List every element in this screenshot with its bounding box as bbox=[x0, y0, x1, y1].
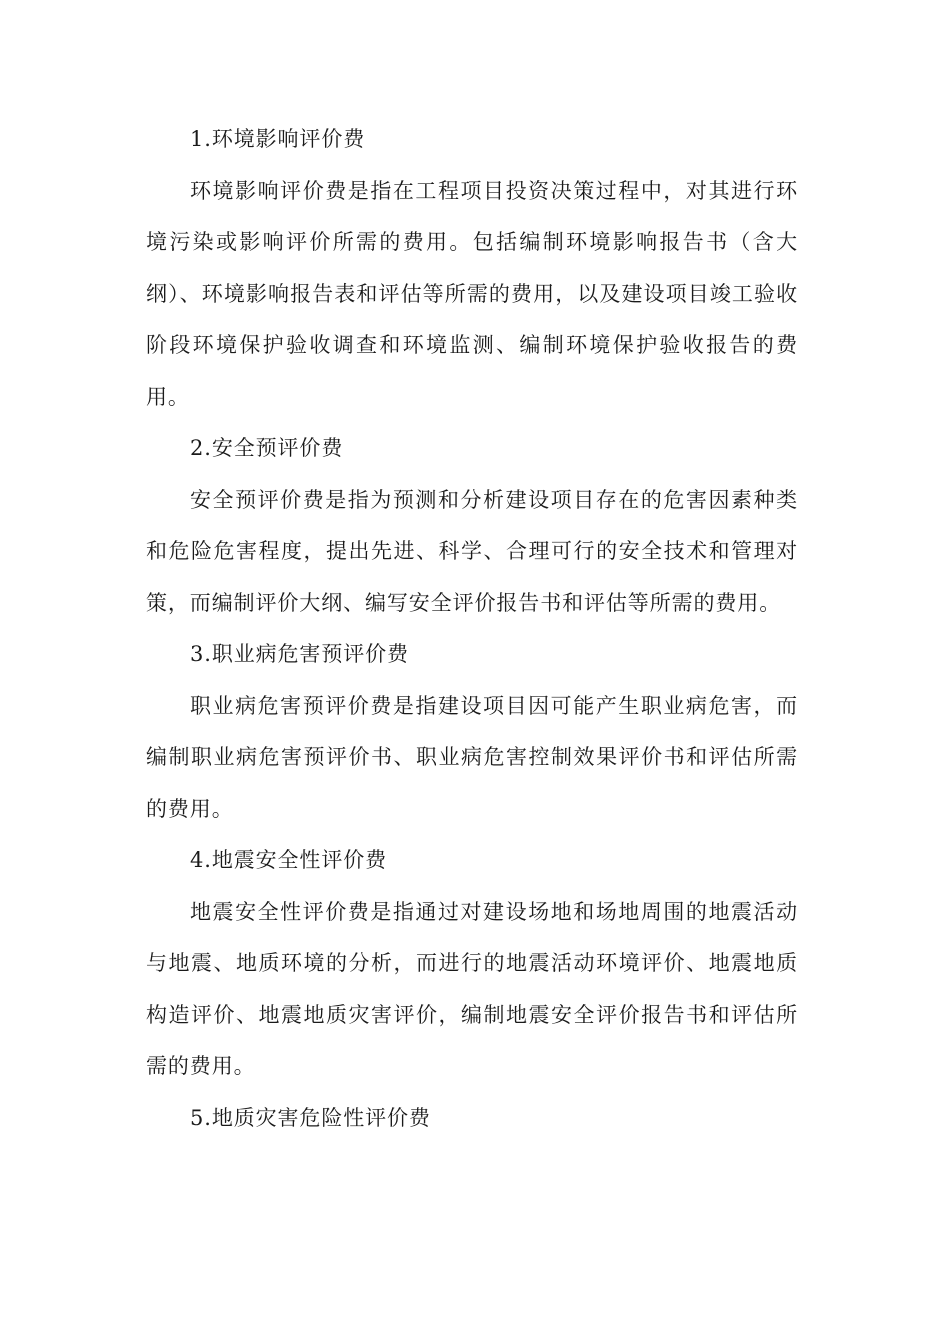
section-heading: 5.地质灾害危险性评价费 bbox=[190, 1105, 431, 1130]
section-paragraph: 安全预评价费是指为预测和分析建设项目存在的危害因素种类和危险危害程度，提出先进、科学、合理可行的安全技术和管理对策，而编制评价大纲、编写安全评价报告书和评估等所需的费用。 bbox=[146, 487, 798, 615]
section-paragraph: 环境影响评价费是指在工程项目投资决策过程中，对其进行环境污染或影响评价所需的费用。包括编制环境影响报告书（含大纲）、环境影响报告表和评估等所需的费用，以及建设项目竣工验收阶段环境保护验收调查和环境监测、编制环境保护验收报告的费用。 bbox=[146, 178, 798, 409]
section-paragraph: 职业病危害预评价费是指建设项目因可能产生职业病危害，而编制职业病危害预评价书、职业病危害控制效果评价书和评估所需的费用。 bbox=[146, 693, 798, 821]
section-paragraph: 地震安全性评价费是指通过对建设场地和场地周围的地震活动与地震、地质环境的分析，而进行的地震活动环境评价、地震地质构造评价、地震地质灾害评价，编制地震安全评价报告书和评估所需的费用。 bbox=[146, 899, 798, 1078]
section-heading: 3.职业病危害预评价费 bbox=[190, 642, 409, 666]
section-heading: 2.安全预评价费 bbox=[190, 436, 344, 460]
section-heading: 4.地震安全性评价费 bbox=[190, 848, 388, 872]
section-heading: 1.环境影响评价费 bbox=[190, 127, 366, 151]
document-body bbox=[146, 114, 798, 1144]
